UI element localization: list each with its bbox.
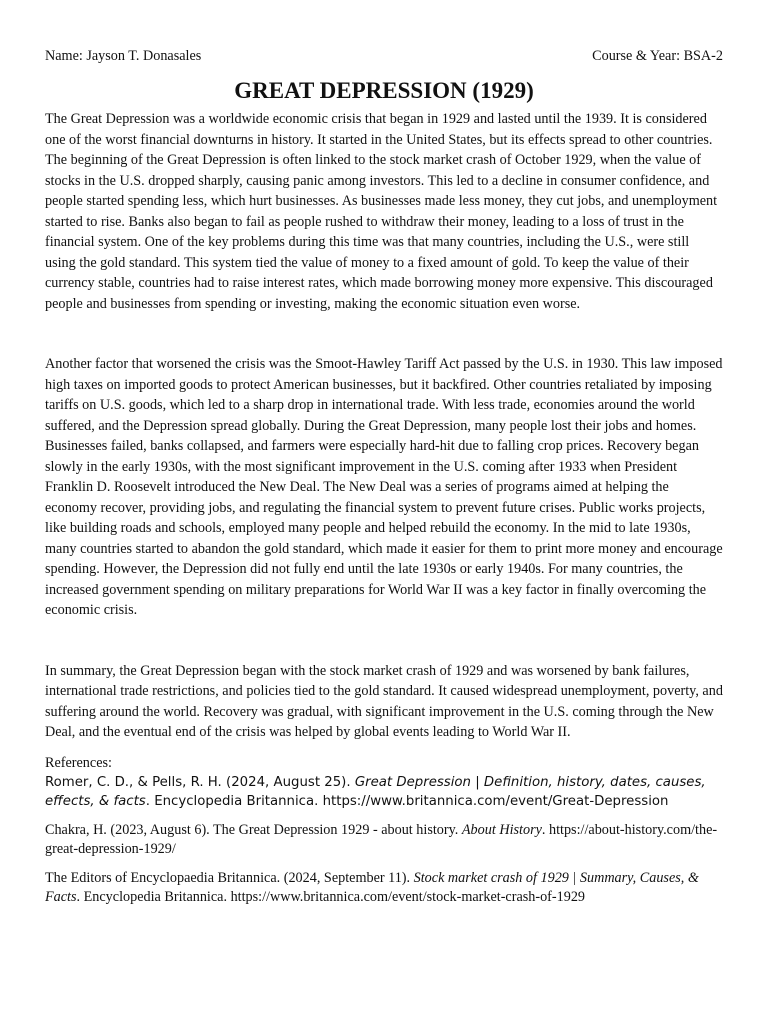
document-page [45, 46, 723, 907]
references-heading: References: [45, 754, 112, 771]
paragraph-factors: Another factor that worsened the crisis was the Smoot-Hawley Tariff Act passed by the U.S. in 1930. This law imposed high taxes on imported goods to protect American businesses, but it backfired. Other countries retaliated by imposing tariffs on U.S. goods, which led to a sharp drop in international trade. With less trade, economies around the world suffered, and the Depression spread globally. During the Great Depression, many people lost their jobs and homes. Businesses failed, banks collapsed, and farmers were especially hard-hit due to falling crop prices. Recovery began slowly in the early 1930s, with the most significant improvement in the U.S. coming after 1933 when President Franklin D. Roosevelt introduced the New Deal. The New Deal was a series of programs aimed at helping the economy recover, providing jobs, and regulating the financial system to prevent future crises. Public works projects, like building roads and schools, employed many people and helped rebuild the economy. In the mid to late 1930s, many countries started to abandon the gold standard, which made it easier for them to print more money and encourage spending. However, the Depression did not fully end until the late 1930s or early 1940s. For many countries, the increased government spending on military preparations for World War II was a key factor in finally overcoming the economic crisis. [45, 356, 723, 618]
student-name: Name: Jayson T. Donasales [45, 48, 202, 64]
reference-item: Chakra, H. (2023, August 6). The Great Depression 1929 - about history. About History. https://about-history.com/the-great-depression-1929/ [45, 821, 718, 857]
header-row [45, 46, 723, 66]
course-year: Course & Year: BSA-2 [592, 48, 723, 64]
paragraph-intro: The Great Depression was a worldwide economic crisis that began in 1929 and lasted until the 1939. It is considered one of the worst financial downturns in history. It started in the United States, but its effects spread to other countries. The beginning of the Great Depression is often linked to the stock market crash of October 1929, when the value of stocks in the U.S. dropped sharply, causing panic among investors. This led to a decline in consumer confidence, and people started spending less, which hurt businesses. As businesses made less money, they cut jobs, and unemployment started to rise. Banks also began to fail as people rushed to withdraw their money, leading to a loss of trust in the financial system. One of the key problems during this time was that many countries, including the U.S., were still using the gold standard. This system tied the value of money to a fixed amount of gold. To keep the value of their currency stable, countries had to raise interest rates, which made borrowing money more expensive. This discouraged people and businesses from spending or investing, making the economic situation even worse. [45, 111, 718, 312]
paragraph-summary: In summary, the Great Depression began with the stock market crash of 1929 and was worsened by bank failures, international trade restrictions, and policies tied to the gold standard. It caused widespread unemployment, poverty, and suffering around the world. Recovery was gradual, with significant improvement in the U.S. coming through the New Deal, and the eventual end of the crisis was helped by global events leading to World War II. [45, 662, 723, 740]
reference-item: The Editors of Encyclopaedia Britannica. (2024, September 11). Stock market crash of 1929 | Summary, Causes, & Facts. Encyclopedia Britannica. https://www.britannica.com/event/stock-market-crash-of-1929 [45, 869, 699, 905]
reference-item: Romer, C. D., & Pells, R. H. (2024, August 25). Great Depression | Definition, history, dates, causes, effects, & facts. Encyclopedia Britannica. https://www.britannica.com/event/Great-Depression [45, 774, 706, 809]
page-title: GREAT DEPRESSION (1929) [234, 78, 534, 103]
